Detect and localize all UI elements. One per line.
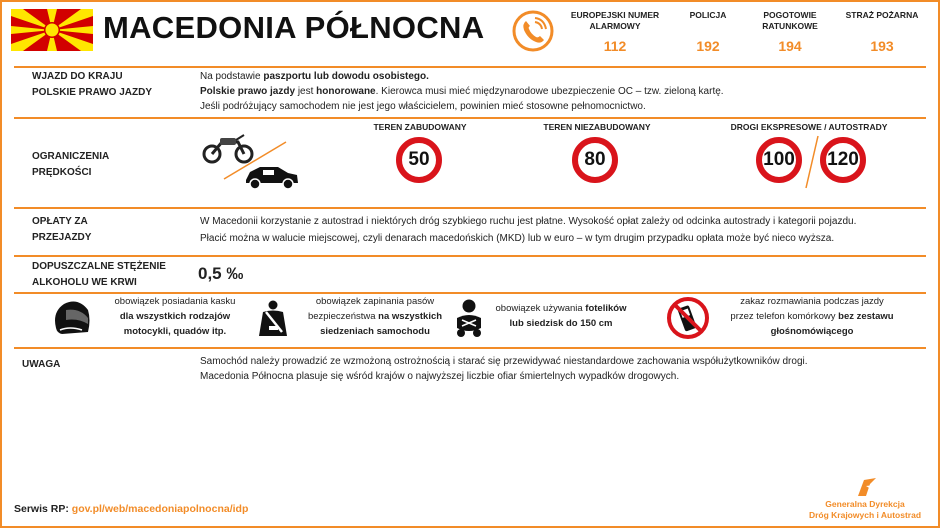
child-seat-icon <box>452 298 486 338</box>
emergency-number: 194 <box>778 38 802 54</box>
tolls-label: OPŁATY ZA <box>32 216 88 227</box>
emergency-number: 112 <box>603 38 627 54</box>
alcohol-value: 0,5 ‰ <box>198 264 244 283</box>
note-text: Samochód należy prowadzić ze wzmożoną ostrożnością i starać się przewidywać niestandardowe zachowania współużytkowników drogi. <box>200 356 808 367</box>
alcohol-label: DOPUSZCZALNE STĘŻENIE <box>32 261 166 272</box>
note-label: UWAGA <box>22 359 61 370</box>
macedonia-flag-icon <box>11 9 93 51</box>
zone-title: DROGI EKSPRESOWE / AUTOSTRADY <box>730 122 888 132</box>
no-phone-icon <box>666 296 710 340</box>
divider <box>14 255 926 257</box>
license-text: Polskie prawo jazdy jest honorowane. Kierowca musi mieć międzynarodowe ubezpieczenie OC – tzw. zieloną kartę. <box>200 86 724 97</box>
license-label: POLSKIE PRAWO JAZDY <box>32 87 153 98</box>
phone-ban: zakaz rozmawiania podczas jazdy przez telefon komórkowy bez zestawu głośnomówiącego <box>730 296 894 337</box>
entry-text: Na podstawie paszportu lub dowodu osobistego. <box>200 71 429 82</box>
gddkia-logo-icon <box>854 476 878 498</box>
zone-title: TEREN ZABUDOWANY <box>373 122 467 132</box>
tolls-text: W Macedonii korzystanie z autostrad i niektórych dróg szybkiego ruchu jest płatne. Wysokość opłat zależy od odcinka autostrady i kategorii pojazdu. <box>200 216 857 227</box>
motorcycle-car-icon <box>200 130 306 190</box>
emergency-fire: STRAŻ POŻARNA 193 <box>836 10 928 54</box>
emergency-ambulance: POGOTOWIE RATUNKOWE 194 <box>752 10 828 54</box>
service-link: Serwis RP: gov.pl/web/macedoniapolnocna/idp <box>14 503 249 515</box>
entry-label: WJAZD DO KRAJU <box>32 71 123 82</box>
speed-limit-sign: 50 <box>396 137 442 183</box>
emergency-european: EUROPEJSKI NUMER ALARMOWY 112 <box>566 10 664 54</box>
tolls-label: PRZEJAZDY <box>32 232 92 243</box>
divider <box>14 347 926 349</box>
emergency-number: 192 <box>696 38 720 54</box>
note-text: Macedonia Północna plasuje się wśród krajów o najwyższej liczbie ofiar śmiertelnych wypadków drogowych. <box>200 371 680 382</box>
seatbelt-icon <box>256 300 290 338</box>
page-title: MACEDONIA PÓŁNOCNA <box>103 10 485 45</box>
divider <box>14 207 926 209</box>
gddkia-logo: Generalna Dyrekcja Dróg Krajowych i Autostrad <box>808 499 922 520</box>
alcohol-label: ALKOHOLU WE KRWI <box>32 277 137 288</box>
helmet-icon <box>50 298 92 338</box>
zone-title: TEREN NIEZABUDOWANY <box>543 122 651 132</box>
speed-limit-sign: 80 <box>572 137 618 183</box>
service-url[interactable]: gov.pl/web/macedoniapolnocna/idp <box>71 503 249 515</box>
speed-limit-sign: 100 <box>756 137 802 183</box>
divider <box>14 66 926 68</box>
childseat-requirement: obowiązek używania fotelików lub siedzisk do 150 cm <box>495 303 627 329</box>
helmet-requirement: obowiązek posiadania kasku dla wszystkich rodzajów motocykli, quadów itp. <box>114 296 236 337</box>
speed-label: OGRANICZENIA <box>32 151 110 162</box>
speed-limit-sign: 120 <box>820 137 866 183</box>
authorization-text: Jeśli podróżujący samochodem nie jest jego właścicielem, powinien mieć stosowne pełnomocnictwo. <box>200 101 646 112</box>
phone-icon <box>512 10 554 52</box>
tolls-text: Płacić można w walucie miejscowej, czyli denarach macedońskich (MKD) lub w euro – w tym drugim przypadku opłata może być nieco wyższa. <box>200 233 835 244</box>
separator-slash <box>802 134 822 190</box>
emergency-police: POLICJA 192 <box>672 10 744 54</box>
speed-label: PRĘDKOŚCI <box>32 167 92 178</box>
divider <box>14 117 926 119</box>
emergency-number: 193 <box>870 38 894 54</box>
seatbelt-requirement: obowiązek zapinania pasów bezpieczeństwa na wszystkich siedzeniach samochodu <box>307 296 443 337</box>
